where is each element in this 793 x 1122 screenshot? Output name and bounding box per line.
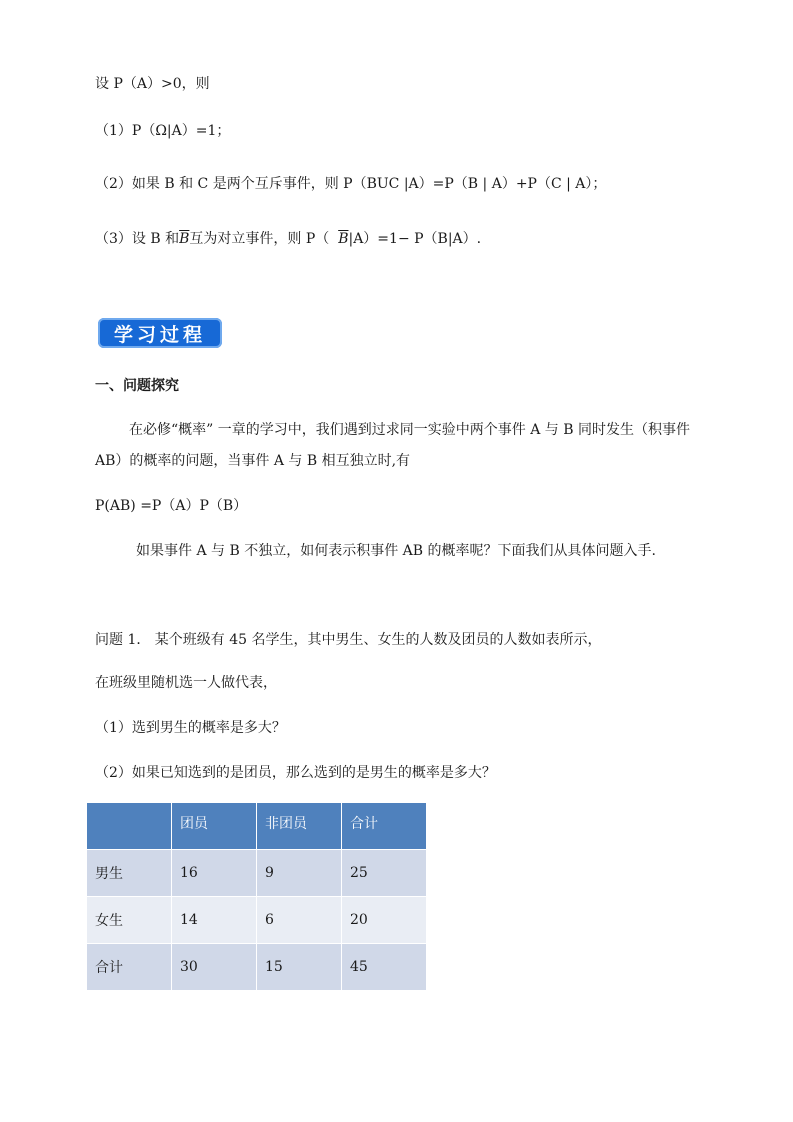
table-cell: 16 [172,850,257,897]
table-row [87,897,427,944]
table-cell: 14 [172,897,257,944]
table-cell: 20 [342,897,427,944]
property-3-part-a: （3）设 B 和 [95,231,180,247]
table-row [87,850,427,897]
property-2: （2）如果 B 和 C 是两个互斥事件，则 P（BUC |A）=P（B | A）+P（C | A）； [95,176,607,192]
section-heading: 一、问题探究 [95,378,179,394]
table-header-cell: 合计 [342,803,427,850]
table-cell: 9 [257,850,342,897]
table-cell: 女生 [87,897,172,944]
question-1: （1）选到男生的概率是多大？ [95,720,286,736]
table-header-cell: 非团员 [257,803,342,850]
problem-1-line-2: 在班级里随机选一人做代表， [95,675,277,691]
question-2: （2）如果已知选到的是团员，那么选到的是男生的概率是多大？ [95,765,496,781]
table-header-cell: 团员 [172,803,257,850]
table-cell: 男生 [87,850,172,897]
paragraph-1-line-2: AB）的概率的问题，当事件 A 与 B 相互独立时,有 [95,453,411,469]
table-header-cell [87,803,172,850]
table-row [87,944,427,991]
property-3-part-e: |A）=1− P（B|A）. [348,231,482,247]
property-1: （1）P（Ω|A）=1； [95,123,231,139]
property-intro: 设 P（A）>0，则 [95,76,210,92]
table-cell: 45 [342,944,427,991]
property-3 [95,229,481,249]
table-cell: 30 [172,944,257,991]
table-cell: 合计 [87,944,172,991]
paragraph-2: 如果事件 A 与 B 不独立，如何表示积事件 AB 的概率呢？下面我们从具体问题入手. [136,543,656,559]
problem-1-line-1: 问题 1． 某个班级有 45 名学生，其中男生、女生的人数及团员的人数如表所示， [95,632,602,648]
paragraph-1-line-1: 在必修“概率” 一章的学习中，我们遇到过求同一实验中两个事件 A 与 B 同时发生（积事件 [129,422,690,438]
table-cell: 25 [342,850,427,897]
learning-process-banner: 学习过程 [98,318,222,348]
table-cell: 15 [257,944,342,991]
b-complement-symbol-2: $\overline{B}$ [338,231,349,247]
table-cell: 6 [257,897,342,944]
b-complement-symbol: $\overline{B}$ [179,231,190,247]
student-table [86,802,427,991]
property-3-part-c: 互为对立事件，则 P（ [189,231,330,247]
formula-independent: P(AB) =P（A）P（B） [95,498,248,514]
table-header-row [87,803,427,850]
